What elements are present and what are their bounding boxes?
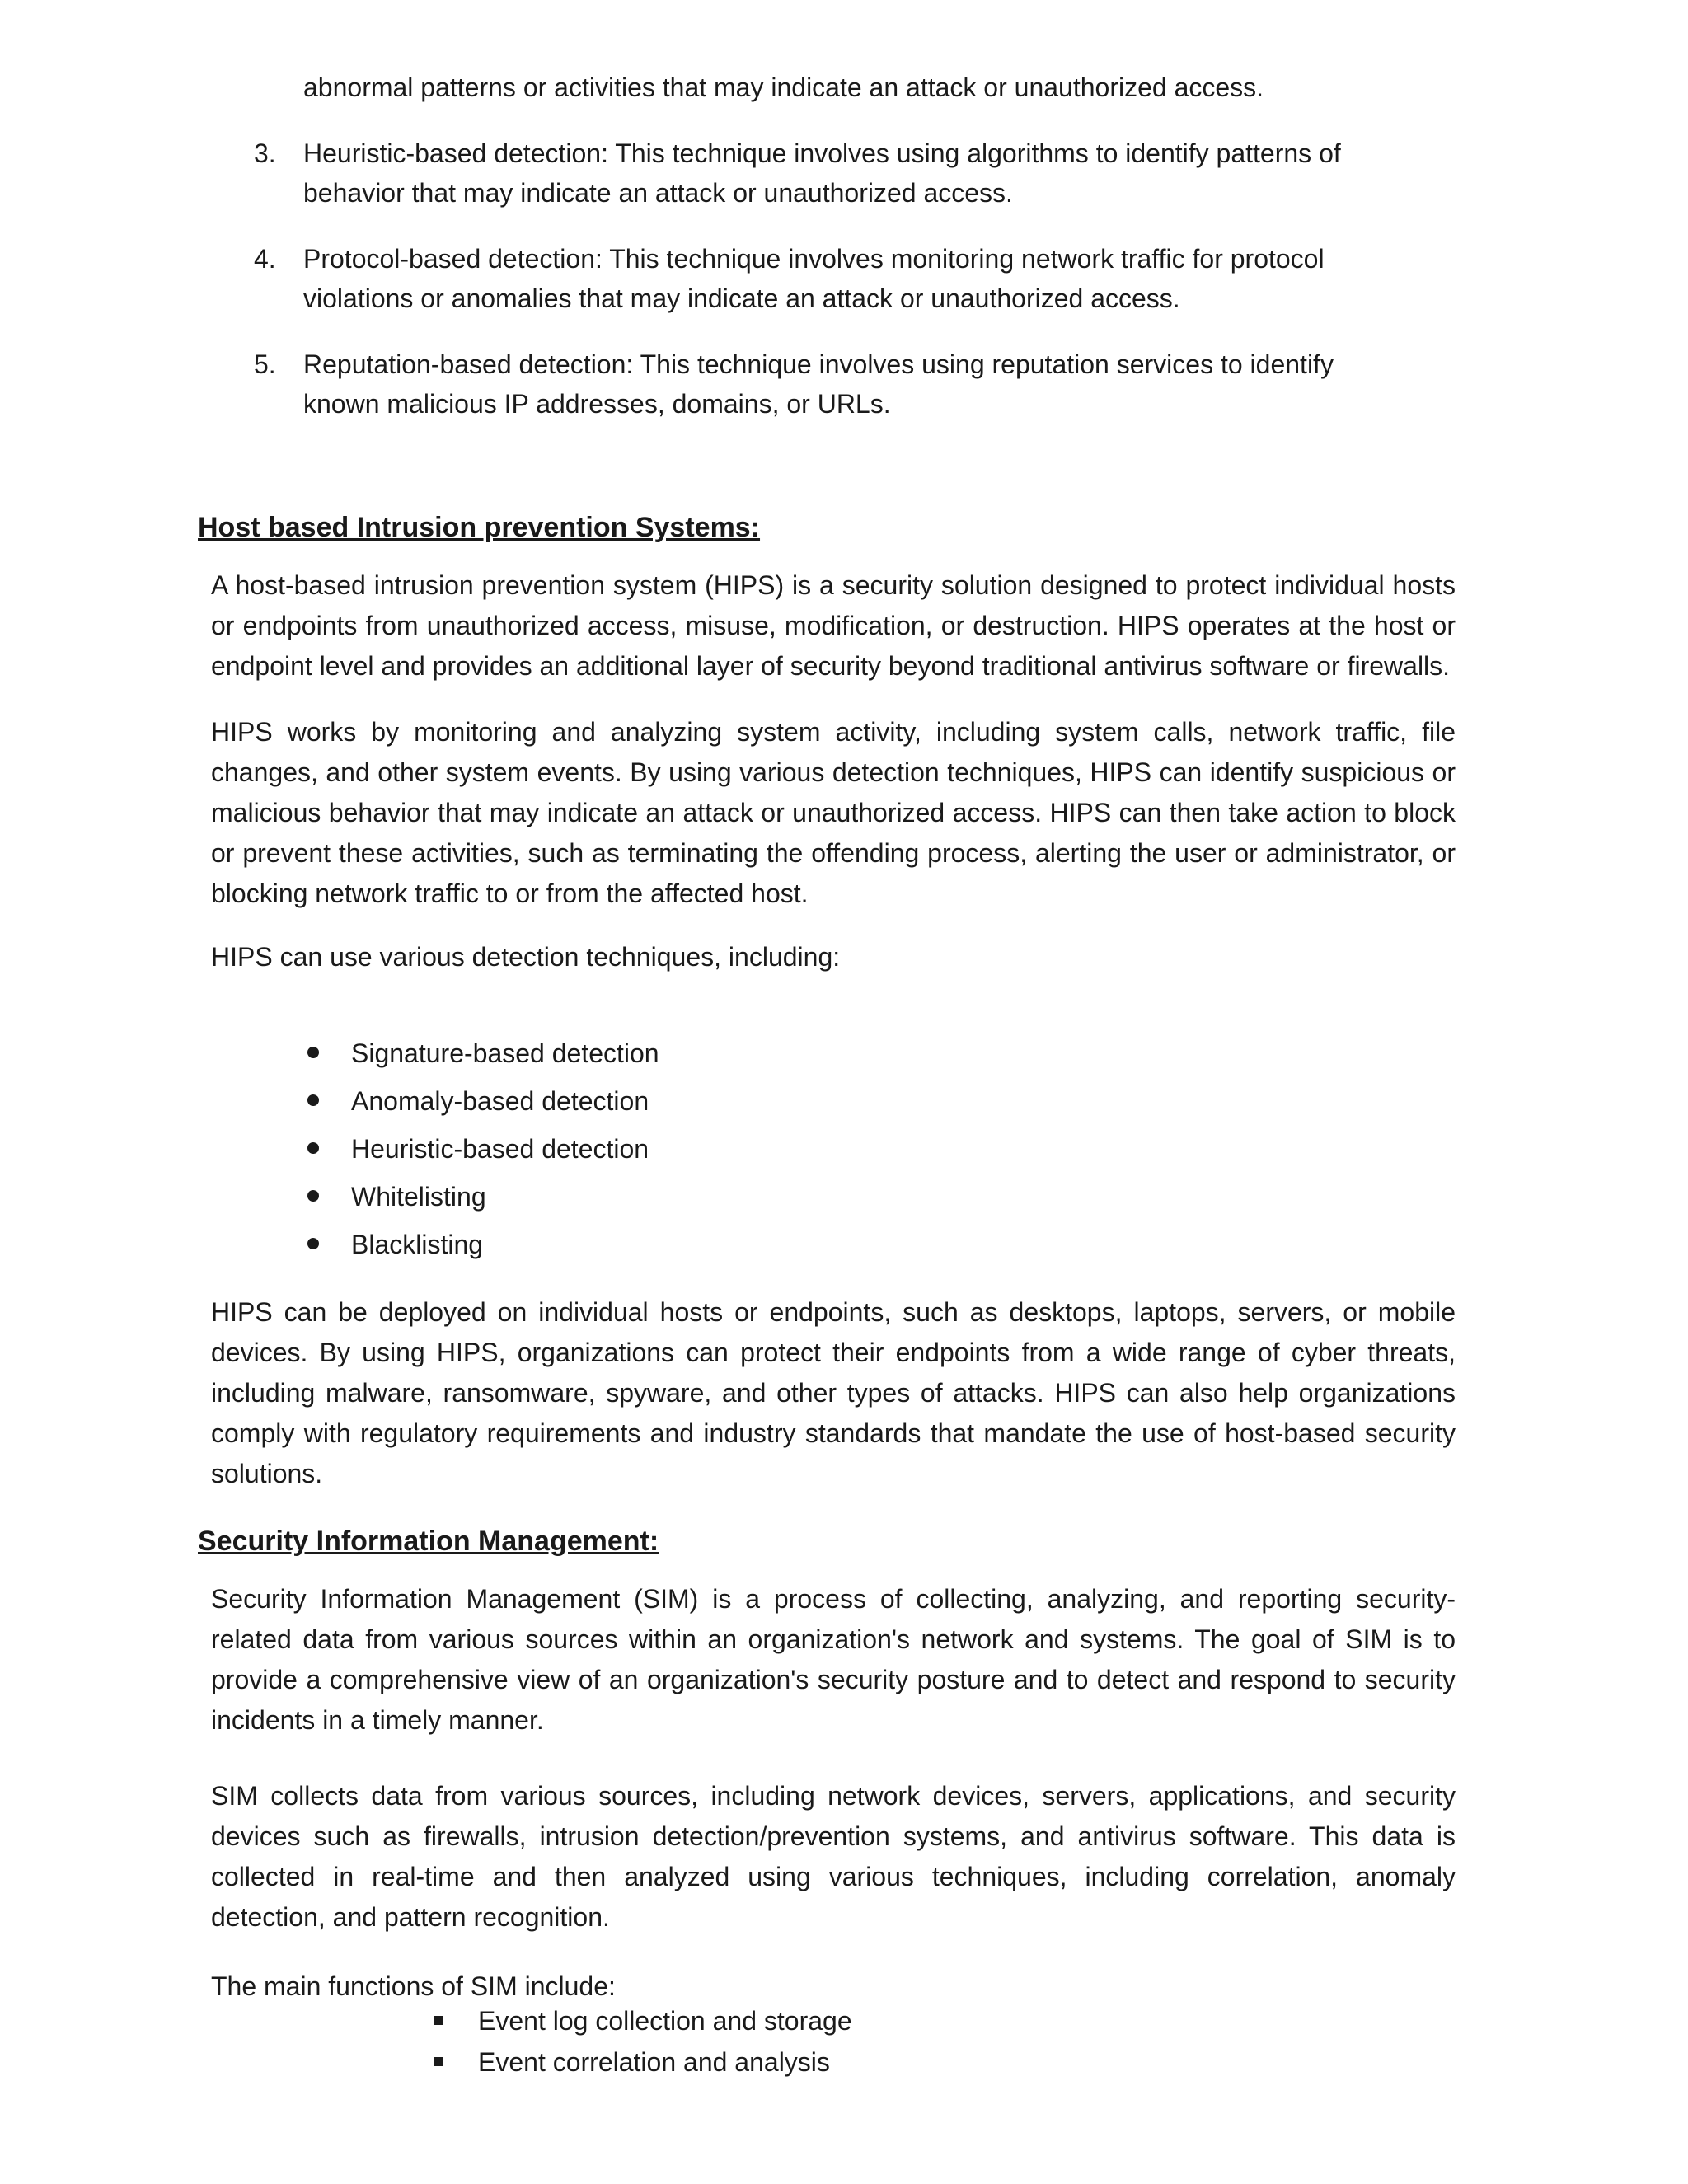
list-item-text: Heuristic-based detection: This technique involves using algorithms to identify patterns of behavior that may indicate an attack or unauthorized access.	[303, 138, 1341, 208]
bullet-item: Blacklisting	[0, 1226, 1688, 1263]
bullet-dot-icon	[307, 1190, 319, 1202]
bullet-item: Whitelisting	[0, 1179, 1688, 1215]
list-number: 4.	[254, 244, 276, 274]
list-item-text: Reputation-based detection: This technique involves using reputation services to identify known malicious IP addresses, domains, or URLs.	[303, 349, 1334, 419]
square-bullet-item: Event correlation and analysis	[0, 2044, 1688, 2080]
hips-paragraph-1: A host-based intrusion prevention system (HIPS) is a security solution designed to protect individual hosts or endpoints from unauthorized access, misuse, modification, or destruction. HIPS operates at the host or endpoint level and provides an additional layer of security beyond traditional antivirus software or firewalls.	[211, 570, 1456, 681]
hips-paragraph-2: HIPS works by monitoring and analyzing system activity, including system calls, network traffic, file changes, and other system events. By using various detection techniques, HIPS can identify suspicious or malicious behavior that may indicate an attack or unauthorized access. HIPS can then take action to block or prevent these activities, such as terminating the offending process, alerting the user or administrator, or blocking network traffic to or from the affected host.	[211, 717, 1456, 908]
square-bullet-item: Event log collection and storage	[0, 2003, 1688, 2039]
bullet-dot-icon	[307, 1094, 319, 1106]
bullet-item: Signature-based detection	[0, 1035, 1688, 1071]
sim-paragraph-1: Security Information Management (SIM) is a process of collecting, analyzing, and reporting security-related data from various sources within an organization's network and systems. The goal of SIM is to provide a comprehensive view of an organization's security posture and to detect and respond to security incidents in a timely manner.	[211, 1584, 1456, 1735]
bullet-dot-icon	[307, 1047, 319, 1058]
sim-paragraph-3: The main functions of SIM include:	[211, 1971, 616, 2001]
square-bullet-icon	[434, 2016, 443, 2025]
list-item-text: Protocol-based detection: This technique involves monitoring network traffic for protocol violations or anomalies that may indicate an attack or unauthorized access.	[303, 244, 1325, 313]
section-heading-sim: Security Information Management:	[198, 1526, 659, 1557]
bullet-dot-icon	[307, 1238, 319, 1249]
hips-paragraph-3: HIPS can use various detection techniques, including:	[211, 942, 841, 972]
list-number: 5.	[254, 349, 276, 379]
square-bullet-icon	[434, 2057, 443, 2066]
sim-paragraph-2: SIM collects data from various sources, including network devices, servers, applications, and security devices such as firewalls, intrusion detection/prevention systems, and antivirus software. This data is collected in real-time and then analyzed using various techniques, including correlation, anomaly detection, and pattern recognition.	[211, 1781, 1456, 1932]
list-number: 3.	[254, 138, 276, 168]
bullet-item: Heuristic-based detection	[0, 1131, 1688, 1167]
list-item-text: abnormal patterns or activities that may indicate an attack or unauthorized access.	[303, 73, 1264, 102]
bullet-dot-icon	[307, 1142, 319, 1154]
bullet-item: Anomaly-based detection	[0, 1083, 1688, 1119]
hips-paragraph-4: HIPS can be deployed on individual hosts or endpoints, such as desktops, laptops, servers, or mobile devices. By using HIPS, organizations can protect their endpoints from a wide range of cyber threats, including malware, ransomware, spyware, and other types of attacks. HIPS can also help organizations comply with regulatory requirements and industry standards that mandate the use of host-based security solutions.	[211, 1297, 1456, 1488]
section-heading-hips: Host based Intrusion prevention Systems:	[198, 512, 761, 543]
